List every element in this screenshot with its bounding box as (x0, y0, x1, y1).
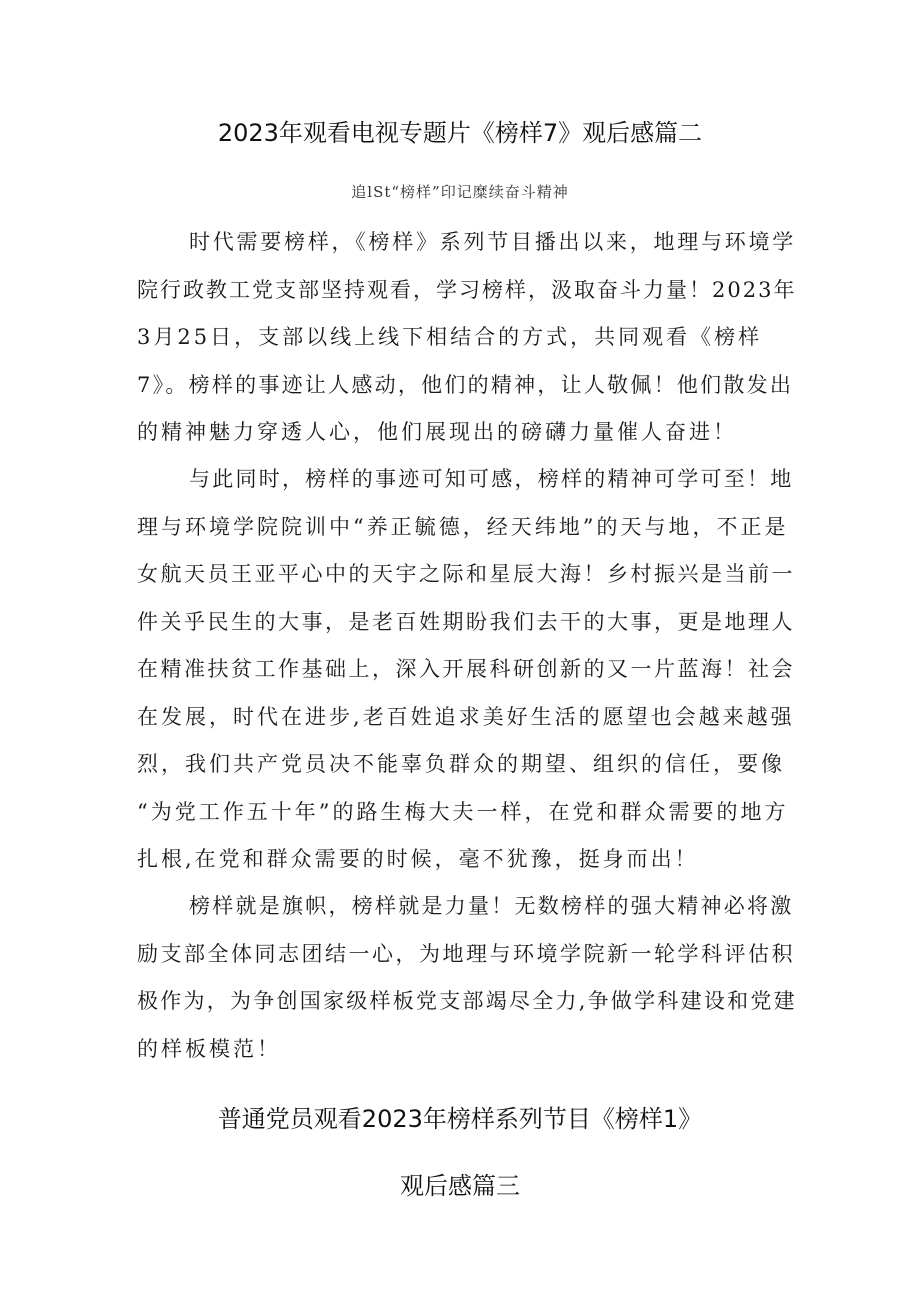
next-article-title-line-2: 观后感篇三 (400, 1172, 520, 1200)
paragraph-line: 烈，我们共产党员决不能辜负群众的期望、组织的信任，要像 (137, 752, 785, 776)
paragraph-line: 的样板模范！ (137, 1036, 281, 1061)
paragraph-line: 励支部全体同志团结一心，为地理与环境学院新一轮学科评估积 (137, 941, 795, 966)
paragraph-line: 榜样就是旗帜，榜样就是力量！无数榜样的强大精神必将激 (189, 894, 794, 918)
paragraph-line: 件关乎民生的大事，是老百姓期盼我们去干的大事，更是地理人 (137, 609, 795, 634)
paragraph-line: 院行政教工党支部坚持观看，学习榜样，汲取奋斗力量！2023年 (137, 277, 797, 302)
paragraph-line: 在精准扶贫工作基础上，深入开展科研创新的又一片蓝海！社会 (137, 657, 795, 681)
paragraph-2 (137, 456, 797, 884)
paragraph-line: 的精神魅力穿透人心，他们展现出的磅礴力量催人奋进！ (137, 420, 737, 444)
paragraph-line: 扎根,在党和群众需要的时候，毫不犹豫，挺身而出！ (137, 847, 699, 871)
paragraph-line: 与此同时，榜样的事迹可知可感，榜样的精神可学可至！地 (189, 467, 794, 491)
paragraph-line: 3月25日，支部以线上线下相结合的方式，共同观看《榜样 (137, 325, 763, 349)
paragraph-1 (137, 219, 797, 457)
paragraph-line: “为党工作五十年”的路生梅大夫一样，在党和群众需要的地方 (137, 799, 789, 824)
document-subtitle: 追lSt“榜样”印记糜续奋斗精神 (351, 183, 569, 201)
paragraph-line: 极作为，为争创国家级样板党支部竭尽全力,争做学科建设和党建 (137, 989, 797, 1013)
document-title: 2023年观看电视专题片《榜样7》观后感篇二 (217, 119, 703, 147)
next-article-title-line-1: 普通党员观看2023年榜样系列节目《榜样1》 (217, 1105, 703, 1133)
paragraph-line: 时代需要榜样，《榜样》系列节目播出以来，地理与环境学 (189, 230, 796, 254)
paragraph-line: 在发展，时代在进步,老百姓追求美好生活的愿望也会越来越强 (137, 704, 795, 729)
paragraph-line: 女航天员王亚平心中的天宇之际和星辰大海！乡村振兴是当前一 (137, 562, 795, 586)
paragraph-line: 理与环境学院院训中“养正毓德，经天纬地”的天与地，不正是 (137, 514, 789, 539)
paragraph-line: 7》。榜样的事迹让人感动，他们的精神，让人敬佩！他们散发出 (137, 372, 794, 397)
paragraph-3 (137, 883, 797, 1073)
